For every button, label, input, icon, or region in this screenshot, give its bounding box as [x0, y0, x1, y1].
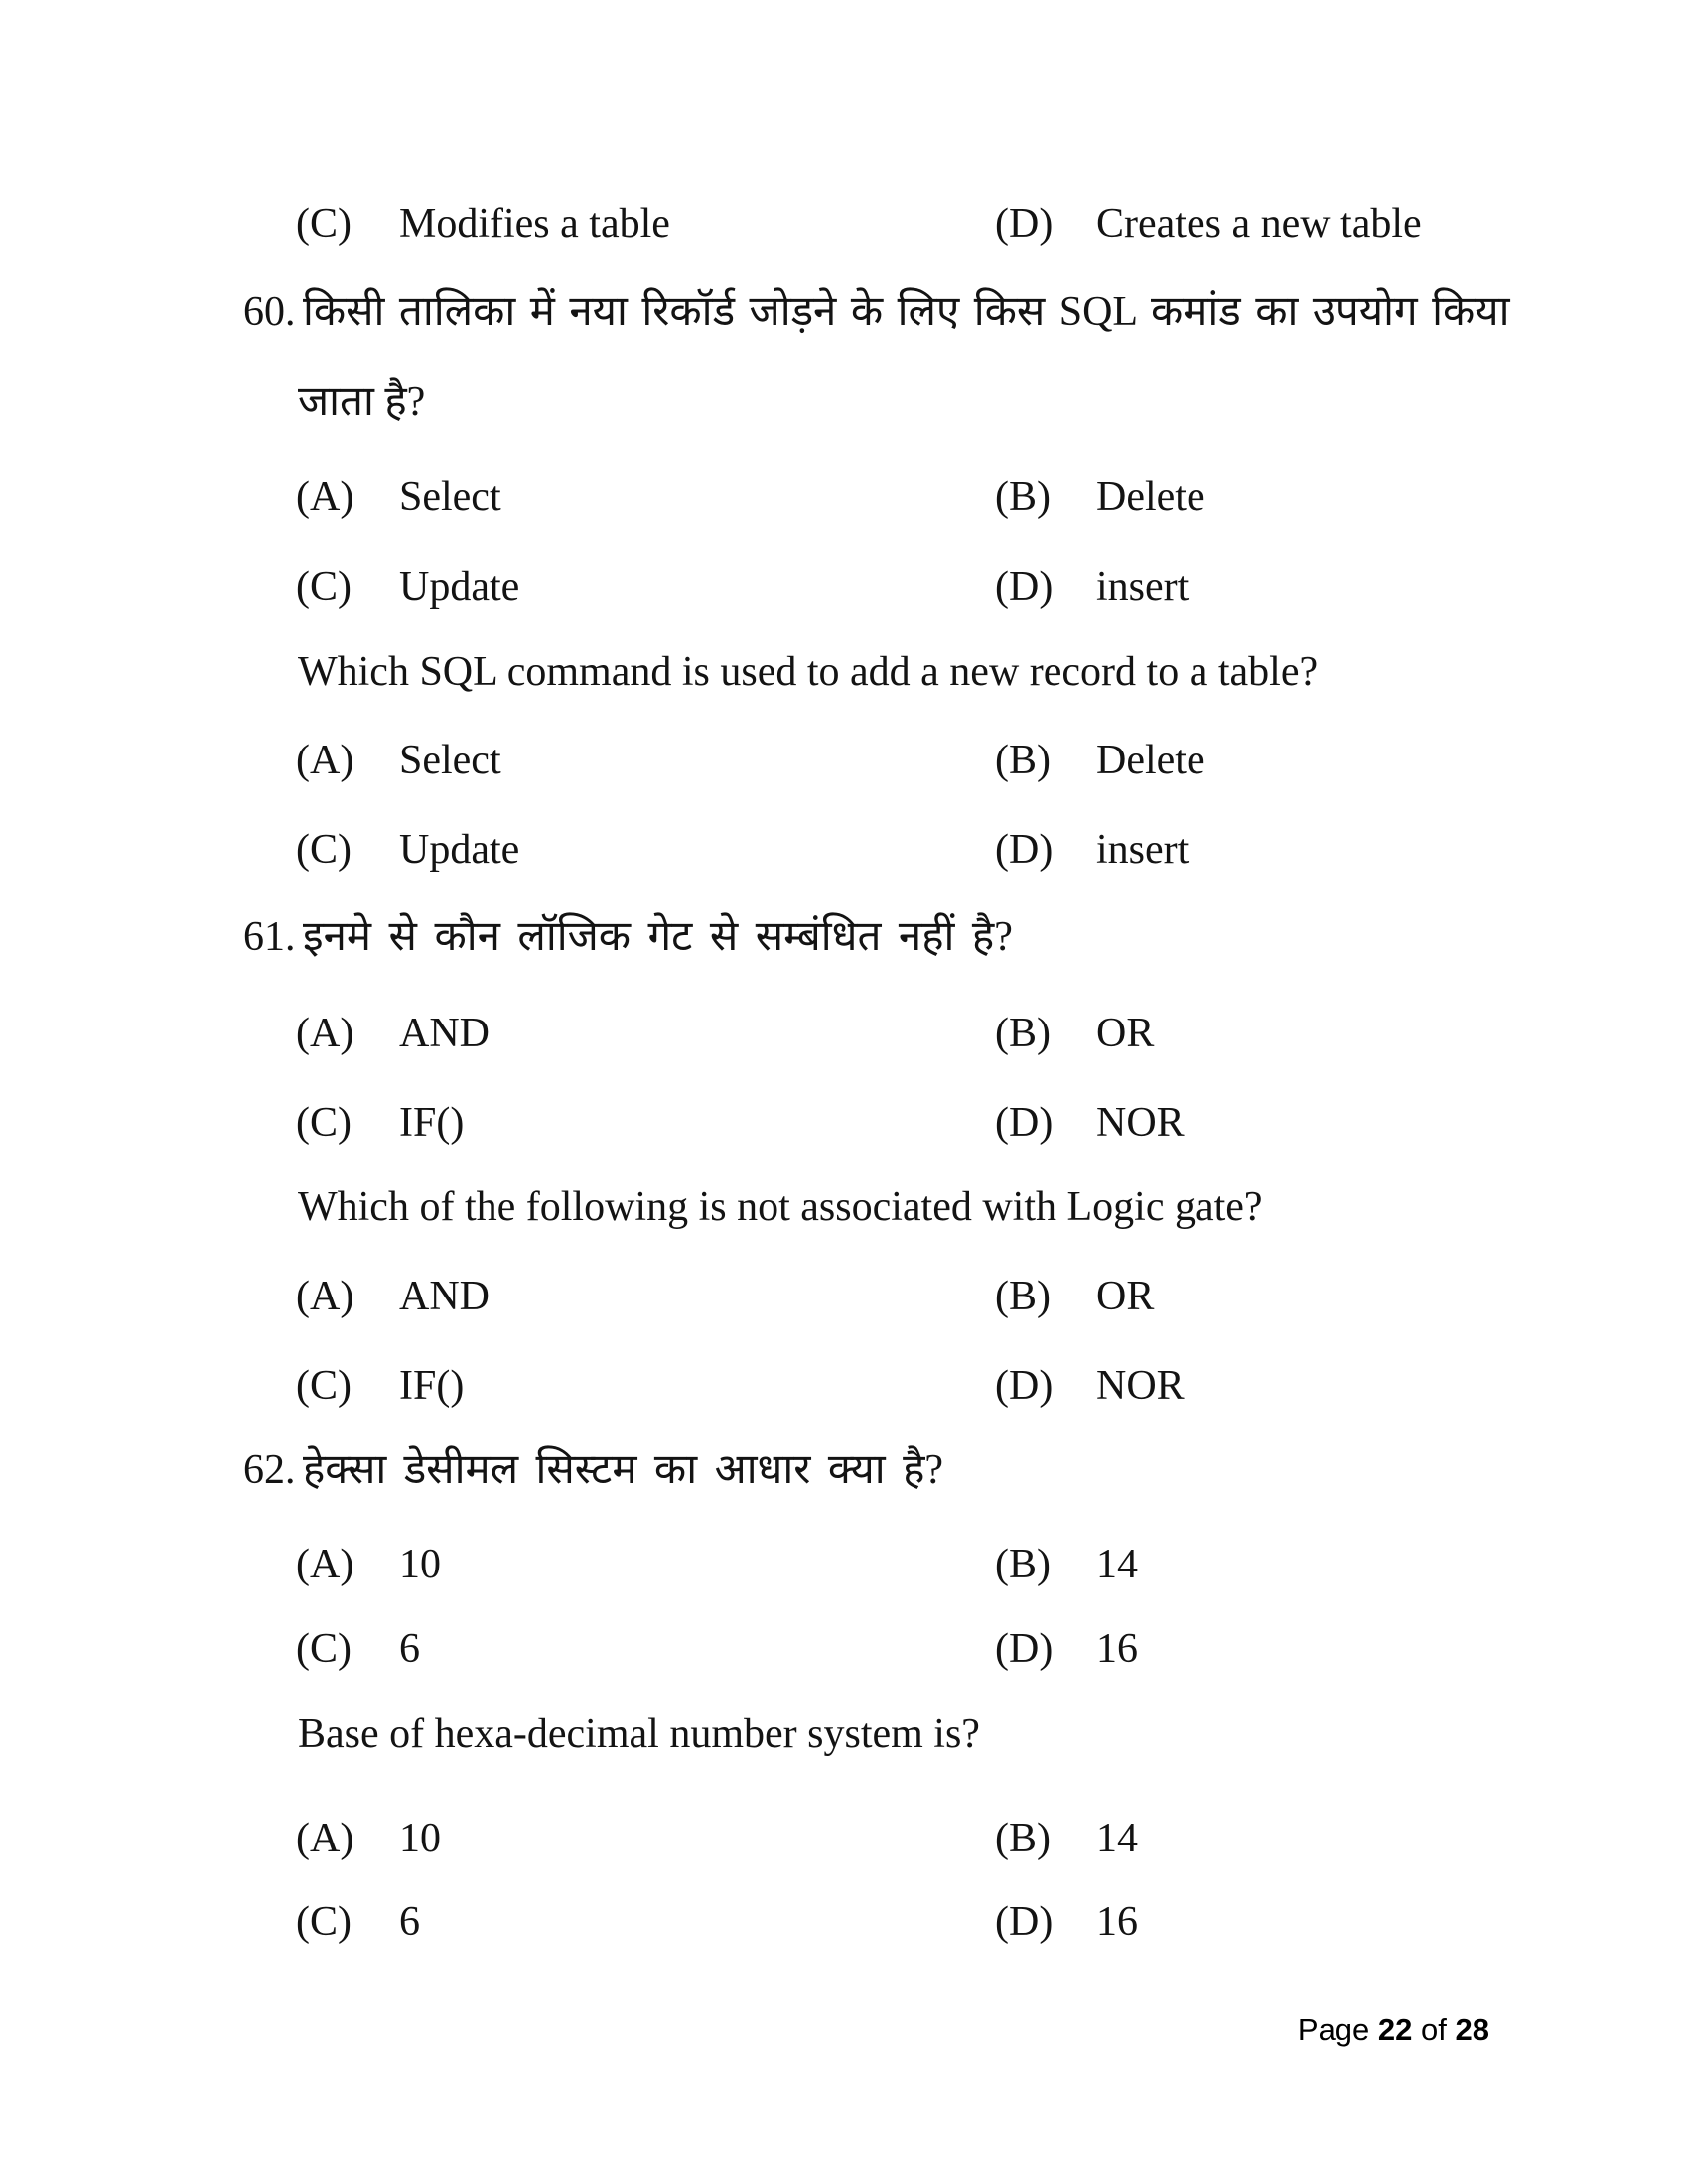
option-text: OR [1096, 1274, 1155, 1319]
question-number: 61. [243, 914, 296, 960]
page-footer [1092, 2008, 1489, 2052]
question-text-english: Which SQL command is used to add a new record to a table? [298, 649, 1319, 695]
question-text-hindi: जाता है? [298, 379, 426, 425]
question-text-english: Base of hexa-decimal number system is? [298, 1711, 980, 1757]
option-row [0, 1355, 1688, 1417]
option-text: 14 [1096, 1816, 1138, 1861]
option-text: Update [399, 564, 520, 610]
option-letter: (D) [995, 1363, 1054, 1409]
question-text-hindi: हेक्सा डेसीमल सिस्टम का आधार क्या है? [303, 1447, 944, 1493]
option-row [0, 1808, 1688, 1869]
option-text: Update [399, 827, 520, 873]
option-letter: (C) [296, 1626, 352, 1672]
option-text: IF() [399, 1363, 465, 1409]
option-letter: (C) [296, 564, 352, 610]
question-number: 60. [243, 289, 296, 335]
option-text: insert [1096, 564, 1190, 610]
option-row [0, 730, 1688, 791]
question-62-english [0, 1704, 1688, 1765]
question-61-english [0, 1176, 1688, 1238]
option-letter: (A) [296, 1542, 354, 1587]
option-letter: (D) [995, 827, 1054, 873]
option-letter: (C) [296, 1363, 352, 1409]
option-text: 16 [1096, 1899, 1138, 1945]
option-text: Delete [1096, 475, 1205, 520]
option-text: OR [1096, 1011, 1155, 1056]
question-61-hindi [0, 906, 1688, 968]
option-text: 10 [399, 1816, 441, 1861]
option-letter: (B) [995, 1542, 1051, 1587]
option-letter: (B) [995, 1011, 1051, 1056]
option-text: Select [399, 738, 501, 783]
option-row [0, 1003, 1688, 1064]
question-text-english: Which of the following is not associated with Logic gate? [298, 1184, 1263, 1230]
option-text: AND [399, 1274, 490, 1319]
option-row [0, 1266, 1688, 1327]
footer-total-pages: 28 [1455, 2012, 1489, 2047]
footer-current-page: 22 [1377, 2012, 1413, 2047]
option-letter: (A) [296, 1274, 354, 1319]
option-text: Delete [1096, 738, 1205, 783]
question-text-hindi: इनमे से कौन लॉजिक गेट से सम्बंधित नहीं है? [303, 914, 1013, 960]
option-row [0, 1092, 1688, 1154]
question-number: 62. [243, 1447, 296, 1493]
option-letter: (A) [296, 1011, 354, 1056]
option-text: IF() [399, 1100, 465, 1146]
option-letter: (B) [995, 1274, 1051, 1319]
option-letter: (B) [995, 1816, 1051, 1861]
option-text: Modifies a table [399, 202, 670, 247]
option-row [0, 1534, 1688, 1595]
option-text: AND [399, 1011, 490, 1056]
question-text-hindi: किसी तालिका में नया रिकॉर्ड जोड़ने के लिए किस SQL कमांड का उपयोग किया [303, 289, 1510, 335]
option-text: Select [399, 475, 501, 520]
option-text: 16 [1096, 1626, 1138, 1672]
option-letter: (D) [995, 1899, 1054, 1945]
option-letter: (C) [296, 1899, 352, 1945]
question-60-hindi-line2 [0, 371, 1688, 433]
option-letter: (C) [296, 827, 352, 873]
option-row [0, 467, 1688, 528]
option-row [0, 819, 1688, 881]
option-letter: (D) [995, 1100, 1054, 1146]
option-letter: (D) [995, 1626, 1054, 1672]
option-text: insert [1096, 827, 1190, 873]
option-text: NOR [1096, 1363, 1185, 1409]
footer-of-label: of [1421, 2012, 1447, 2047]
option-row [0, 1618, 1688, 1680]
option-row [0, 194, 1688, 255]
option-letter: (D) [995, 202, 1054, 247]
option-text: 6 [399, 1899, 420, 1945]
option-text: Creates a new table [1096, 202, 1422, 247]
option-text: 6 [399, 1626, 420, 1672]
option-letter: (A) [296, 1816, 354, 1861]
option-letter: (B) [995, 738, 1051, 783]
option-letter: (C) [296, 1100, 352, 1146]
question-62-hindi [0, 1439, 1688, 1501]
option-letter: (A) [296, 738, 354, 783]
option-letter: (B) [995, 475, 1051, 520]
option-text: 14 [1096, 1542, 1138, 1587]
option-letter: (D) [995, 564, 1054, 610]
question-60-hindi [0, 281, 1688, 342]
option-letter: (A) [296, 475, 354, 520]
question-60-english [0, 641, 1688, 703]
option-text: NOR [1096, 1100, 1185, 1146]
option-row [0, 556, 1688, 617]
option-letter: (C) [296, 202, 352, 247]
footer-label: Page [1297, 2012, 1370, 2047]
option-text: 10 [399, 1542, 441, 1587]
option-row [0, 1891, 1688, 1953]
